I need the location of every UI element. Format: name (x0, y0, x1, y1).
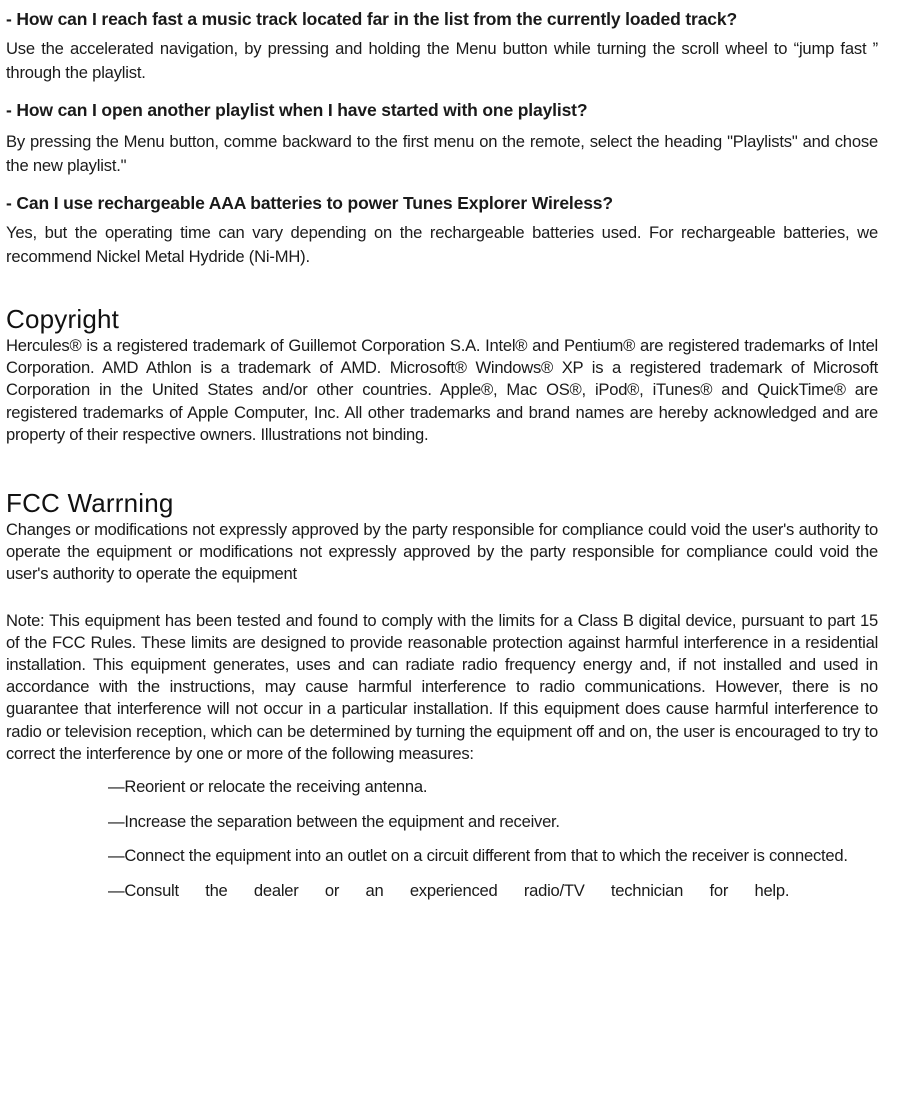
fcc-measure-different-outlet: —Connect the equipment into an outlet on a circuit different from that to which the receiver is connected. (108, 846, 848, 866)
fcc-measures-list (6, 776, 878, 902)
fcc-measure-reorient: —Reorient or relocate the receiving antenna. (108, 777, 428, 797)
faq-answer-rechargeable-batteries: Yes, but the operating time can vary depending on the rechargeable batteries used. For rechargeable batteries, we recommend Nickel Metal Hydride (Ni-MH). (6, 223, 878, 266)
fcc-heading: FCC Warrning (6, 488, 174, 519)
fcc-measure-increase-separation: —Increase the separation between the equipment and receiver. (108, 811, 560, 831)
copyright-heading: Copyright (6, 304, 120, 334)
faq-answer-open-playlist: By pressing the Menu button, comme backward to the first menu on the remote, select the heading "Playlists" and chose the new playlist." (6, 132, 878, 175)
faq-question-rechargeable-batteries: - Can I use rechargeable AAA batteries to power Tunes Explorer Wireless? (6, 193, 613, 213)
fcc-note: Note: This equipment has been tested and found to comply with the limits for a Class B digital device, pursuant to part 15 of the FCC Rules. These limits are designed to provide reasonable protection against harmful interference in a residential installation. This equipment generates, uses and can radiate radio frequency energy and, if not installed and used in accordance with the instructions, may cause harmful interference to radio communications. However, there is no guarantee that interference will not occur in a particular installation. If this equipment does cause harmful interference to radio or television reception, which can be determined by turning the equipment off and on, the user is encouraged to try to correct the interference by one or more of the following measures: (6, 610, 878, 763)
copyright-text: Hercules® is a registered trademark of Guillemot Corporation S.A. Intel® and Pentium® are registered trademarks of Intel Corporation. AMD Athlon is a trademark of AMD. Microsoft® Windows® XP is a registered trademark of Microsoft Corporation in the United States and/or other countries. Apple®, Mac OS®, iPod®, iTunes® and QuickTime® are registered trademarks of Apple Computer, Inc. All other trademarks and brand names are hereby acknowledged and are property of their respective owners. Illustrations not binding. (6, 336, 878, 444)
faq-answer-fast-navigation: Use the accelerated navigation, by pressing and holding the Menu button while turning the scroll wheel to “jump fast ” through the playlist. (6, 39, 878, 82)
faq-question-open-playlist: - How can I open another playlist when I have started with one playlist? (6, 100, 588, 120)
fcc-paragraph: Changes or modifications not expressly approved by the party responsible for compliance could void the user's authority to operate the equipment or modifications not expressly approved by the party responsible for compliance could void the user's authority to operate the equipment (6, 520, 878, 584)
faq-question-fast-navigation: - How can I reach fast a music track located far in the list from the currently loaded track? (6, 9, 737, 29)
document-page (6, 0, 878, 914)
fcc-measure-consult-dealer: —Consult the dealer or an experienced radio/TV technician for help. (108, 880, 790, 900)
